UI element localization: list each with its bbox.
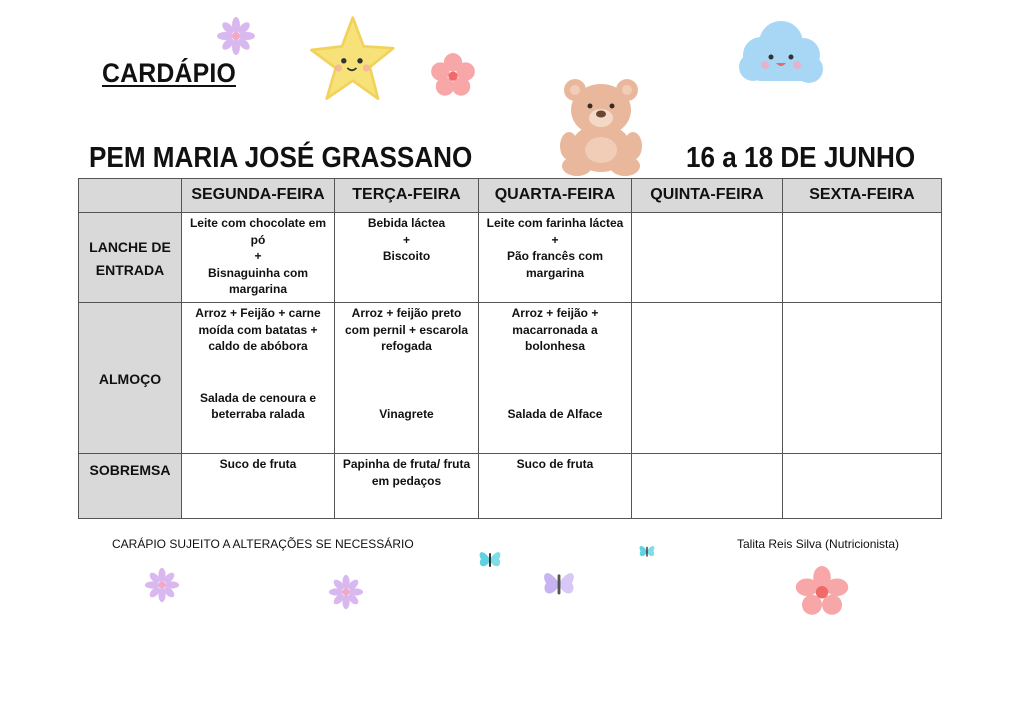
cloud-icon	[731, 15, 827, 87]
flower-icon	[793, 566, 851, 616]
corner-cell	[79, 179, 182, 213]
butterfly-icon	[636, 541, 658, 561]
menu-cell: Arroz + Feijão + carne moída com batatas + caldo de abóbora Salada de cenoura e beterraba ralada	[182, 303, 335, 454]
menu-cell	[783, 213, 942, 303]
menu-cell	[783, 303, 942, 454]
day-header: QUARTA-FEIRA	[479, 179, 632, 213]
menu-cell	[632, 454, 783, 519]
menu-cell: Papinha de fruta/ fruta em pedaços	[335, 454, 479, 519]
day-header: TERÇA-FEIRA	[335, 179, 479, 213]
day-header: QUINTA-FEIRA	[632, 179, 783, 213]
table-row	[79, 213, 942, 303]
day-header: SEGUNDA-FEIRA	[182, 179, 335, 213]
flower-icon	[328, 574, 364, 610]
teddy-bear-icon	[553, 76, 649, 176]
meal-label: ALMOÇO	[79, 303, 182, 454]
disclaimer-note: CARÁPIO SUJEITO A ALTERAÇÕES SE NECESSÁRIO	[112, 537, 414, 551]
menu-cell	[632, 303, 783, 454]
page-title: CARDÁPIO	[102, 58, 236, 88]
table-row	[79, 454, 942, 519]
butterfly-icon	[476, 545, 504, 573]
butterfly-icon	[537, 563, 581, 603]
meal-label: LANCHE DE ENTRADA	[79, 213, 182, 303]
date-range: 16 a 18 DE JUNHO	[686, 142, 916, 174]
nutritionist-signature: Talita Reis Silva (Nutricionista)	[737, 537, 900, 551]
menu-cell: Suco de fruta	[182, 454, 335, 519]
school-name: PEM MARIA JOSÉ GRASSANO	[89, 142, 473, 174]
flower-icon	[430, 52, 476, 98]
menu-cell	[783, 454, 942, 519]
menu-cell: Suco de fruta	[479, 454, 632, 519]
table-header-row	[79, 179, 942, 213]
menu-cell: Bebida láctea + Biscoito	[335, 213, 479, 303]
menu-cell: Leite com farinha láctea + Pão francês com margarina	[479, 213, 632, 303]
menu-cell: Leite com chocolate em pó + Bisnaguinha com margarina	[182, 213, 335, 303]
flower-icon	[144, 567, 180, 603]
menu-cell	[632, 213, 783, 303]
day-header: SEXTA-FEIRA	[783, 179, 942, 213]
flower-icon	[216, 16, 256, 56]
menu-cell: Arroz + feijão preto com pernil + escarola refogada Vinagrete	[335, 303, 479, 454]
star-icon	[306, 14, 396, 104]
table-row	[79, 303, 942, 454]
menu-cell: Arroz + feijão + macarronada a bolonhesa Salada de Alface	[479, 303, 632, 454]
meal-label: SOBREMSA	[79, 454, 182, 519]
menu-table	[78, 178, 942, 519]
